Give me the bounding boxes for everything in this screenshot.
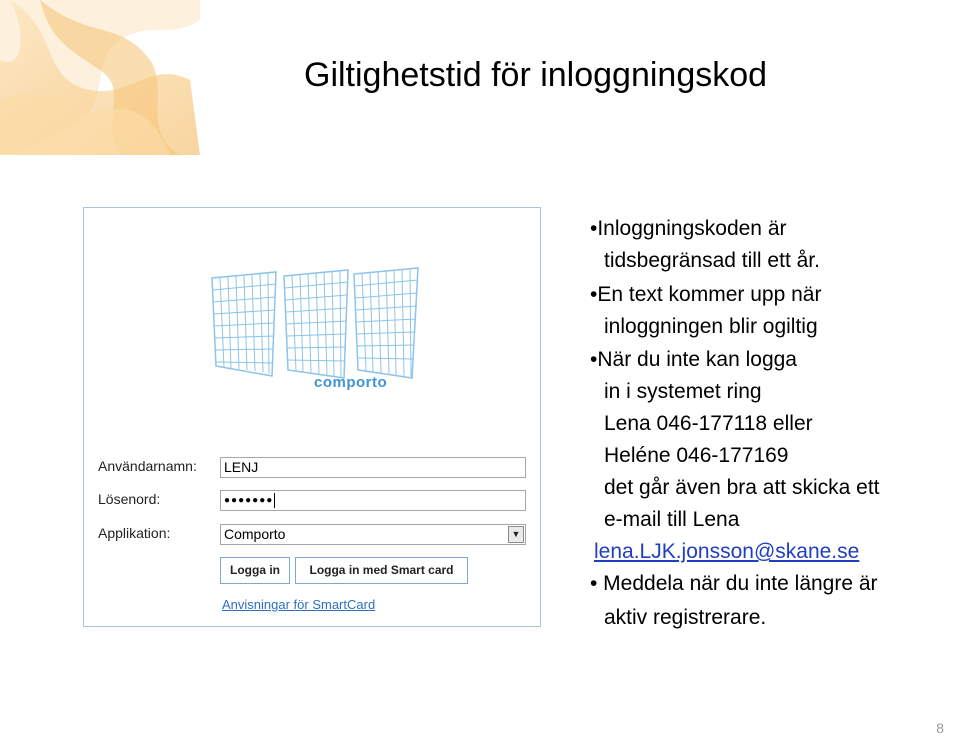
password-field[interactable]: ●●●●●●● xyxy=(220,490,526,511)
bullet-3-line-6: e-mail till Lena xyxy=(604,508,740,531)
bullet-1-line-2: tidsbegränsad till ett år. xyxy=(604,249,820,272)
comporto-logo-icon xyxy=(206,266,420,396)
username-label: Användarnamn: xyxy=(98,458,197,474)
password-label: Lösenord: xyxy=(98,491,161,507)
smartcard-login-button[interactable]: Logga in med Smart card xyxy=(295,557,468,584)
application-select[interactable]: Comporto ▼ xyxy=(220,524,526,545)
login-panel-screenshot xyxy=(83,207,541,627)
bullet-4-line-1: • Meddela när du inte längre är xyxy=(590,572,878,595)
page-number: 8 xyxy=(936,720,944,736)
bullet-2-line-2: inloggningen blir ogiltig xyxy=(604,315,818,338)
username-field[interactable]: LENJ xyxy=(220,457,526,478)
application-label: Applikation: xyxy=(98,525,171,541)
bullet-2-line-1: •En text kommer upp när xyxy=(590,283,822,306)
bullet-4-line-2: aktiv registrerare. xyxy=(604,606,767,629)
bullet-1-line-1: •Inloggningskoden är xyxy=(590,217,787,240)
decorative-swirl-image xyxy=(0,0,200,155)
smartcard-instructions-link[interactable]: Anvisningar för SmartCard xyxy=(222,597,376,612)
login-button[interactable]: Logga in xyxy=(220,557,290,584)
bullet-3-line-3: Lena 046-177118 eller xyxy=(604,412,813,435)
bullet-3-line-4: Heléne 046-177169 xyxy=(604,444,789,467)
comporto-logo-text: comporto xyxy=(314,374,388,391)
chevron-down-icon[interactable]: ▼ xyxy=(508,526,524,543)
contact-email-link[interactable]: lena.LJK.jonsson@skane.se xyxy=(594,540,860,563)
bullet-3-line-2: in i systemet ring xyxy=(604,380,762,403)
text-caret xyxy=(274,493,275,508)
bullet-3-line-5: det går även bra att skicka ett xyxy=(604,476,880,499)
slide-title: Giltighetstid för inloggningskod xyxy=(304,56,768,94)
bullet-3-line-1: •När du inte kan logga xyxy=(590,348,797,371)
